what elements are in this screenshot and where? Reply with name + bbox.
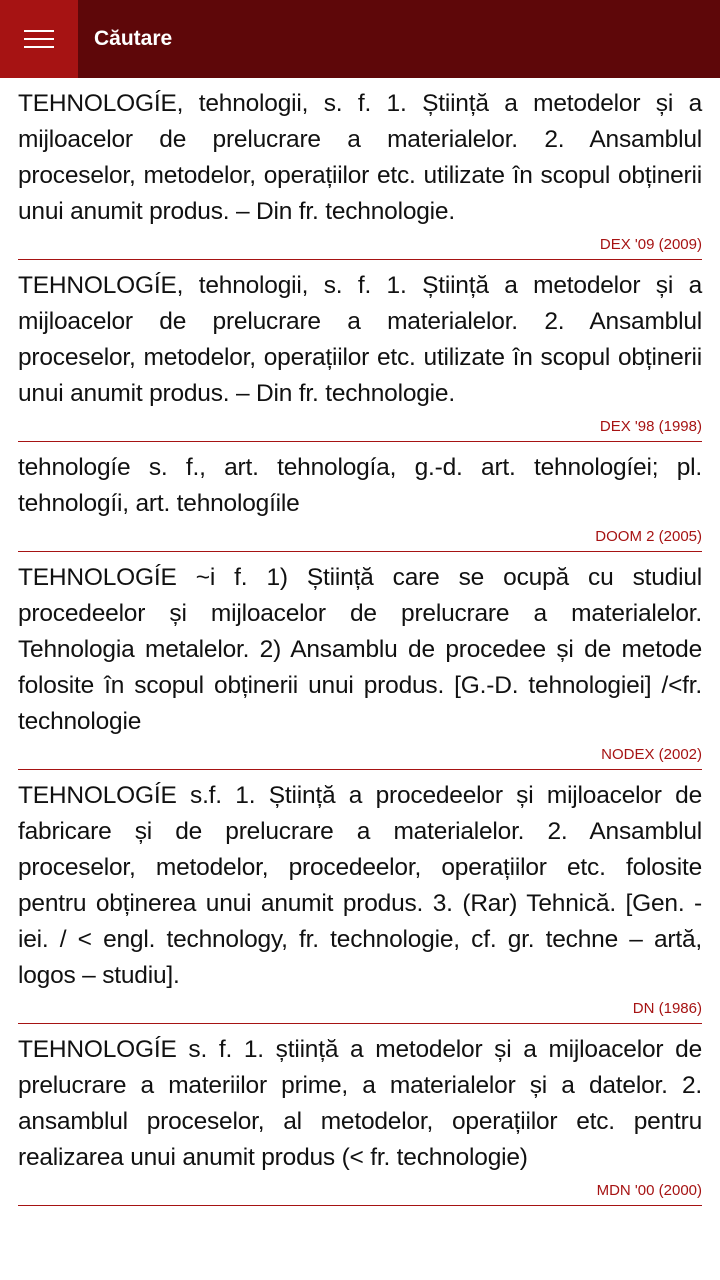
app-header — [0, 0, 720, 78]
definition-entry[interactable] — [18, 770, 702, 1024]
definition-source[interactable]: DEX '98 (1998) — [599, 418, 702, 435]
definition-entry[interactable] — [18, 260, 702, 442]
definition-entry[interactable] — [18, 78, 702, 260]
definitions-list — [0, 78, 720, 1206]
definition-text: TEHNOLOGÍE ~i f. 1) Știință care se ocupă cu studiul procedeelor și mijloacelor de prelucrare a materialelor. Tehnologia metalelor. 2) Ansamblu de procedee și de metode folosite în scopul obținerii unui produs. [G.-D. tehnologiei] /<fr. technologie — [18, 564, 702, 735]
hamburger-icon-line — [24, 46, 54, 48]
definition-source[interactable]: DOOM 2 (2005) — [595, 528, 702, 545]
hamburger-icon-line — [24, 38, 54, 40]
definition-entry[interactable] — [18, 552, 702, 770]
definition-text: TEHNOLOGÍE, tehnologii, s. f. 1. Știință a metodelor și a mijloacelor de prelucrare a materialelor. 2. Ansamblul proceselor, metodelor, operațiilor etc. utilizate în scopul obținerii unui anumit produs. – Din fr. technologie. — [18, 90, 702, 225]
definition-source[interactable]: NODEX (2002) — [601, 746, 702, 763]
definition-text: TEHNOLOGÍE s. f. 1. știință a metodelor și a mijloacelor de prelucrare a materiilor prime, a materialelor și a datelor. 2. ansamblul proceselor, al metodelor, operațiilor etc. pentru realizarea unui anumit produs (< fr. technologie) — [18, 1036, 702, 1171]
definition-entry[interactable] — [18, 442, 702, 552]
definition-source[interactable]: DN (1986) — [632, 1000, 702, 1017]
page-title: Căutare — [94, 27, 173, 50]
definition-text: TEHNOLOGÍE, tehnologii, s. f. 1. Știință a metodelor și a mijloacelor de prelucrare a materialelor. 2. Ansamblul proceselor, metodelor, operațiilor etc. utilizate în scopul obținerii unui anumit produs. – Din fr. technologie. — [18, 272, 702, 407]
definition-source[interactable]: MDN '00 (2000) — [596, 1182, 702, 1199]
hamburger-icon — [24, 30, 54, 32]
definition-entry[interactable] — [18, 1024, 702, 1206]
definition-text: tehnologíe s. f., art. tehnología, g.-d. art. tehnologíei; pl. tehnologíi, art. tehnologíile — [18, 454, 702, 517]
menu-button[interactable] — [0, 0, 78, 78]
definition-text: TEHNOLOGÍE s.f. 1. Știință a procedeelor și mijloacelor de fabricare și de prelucrare a materialelor. 2. Ansamblul proceselor, metodelor, procedeelor, operațiilor etc. folosite pentru obținerea unui anumit produs. 3. (Rar) Tehnică. [Gen. -iei. / < engl. technology, fr. technologie, cf. gr. techne – artă, logos – studiu]. — [18, 782, 702, 989]
definition-source[interactable]: DEX '09 (2009) — [599, 236, 702, 253]
